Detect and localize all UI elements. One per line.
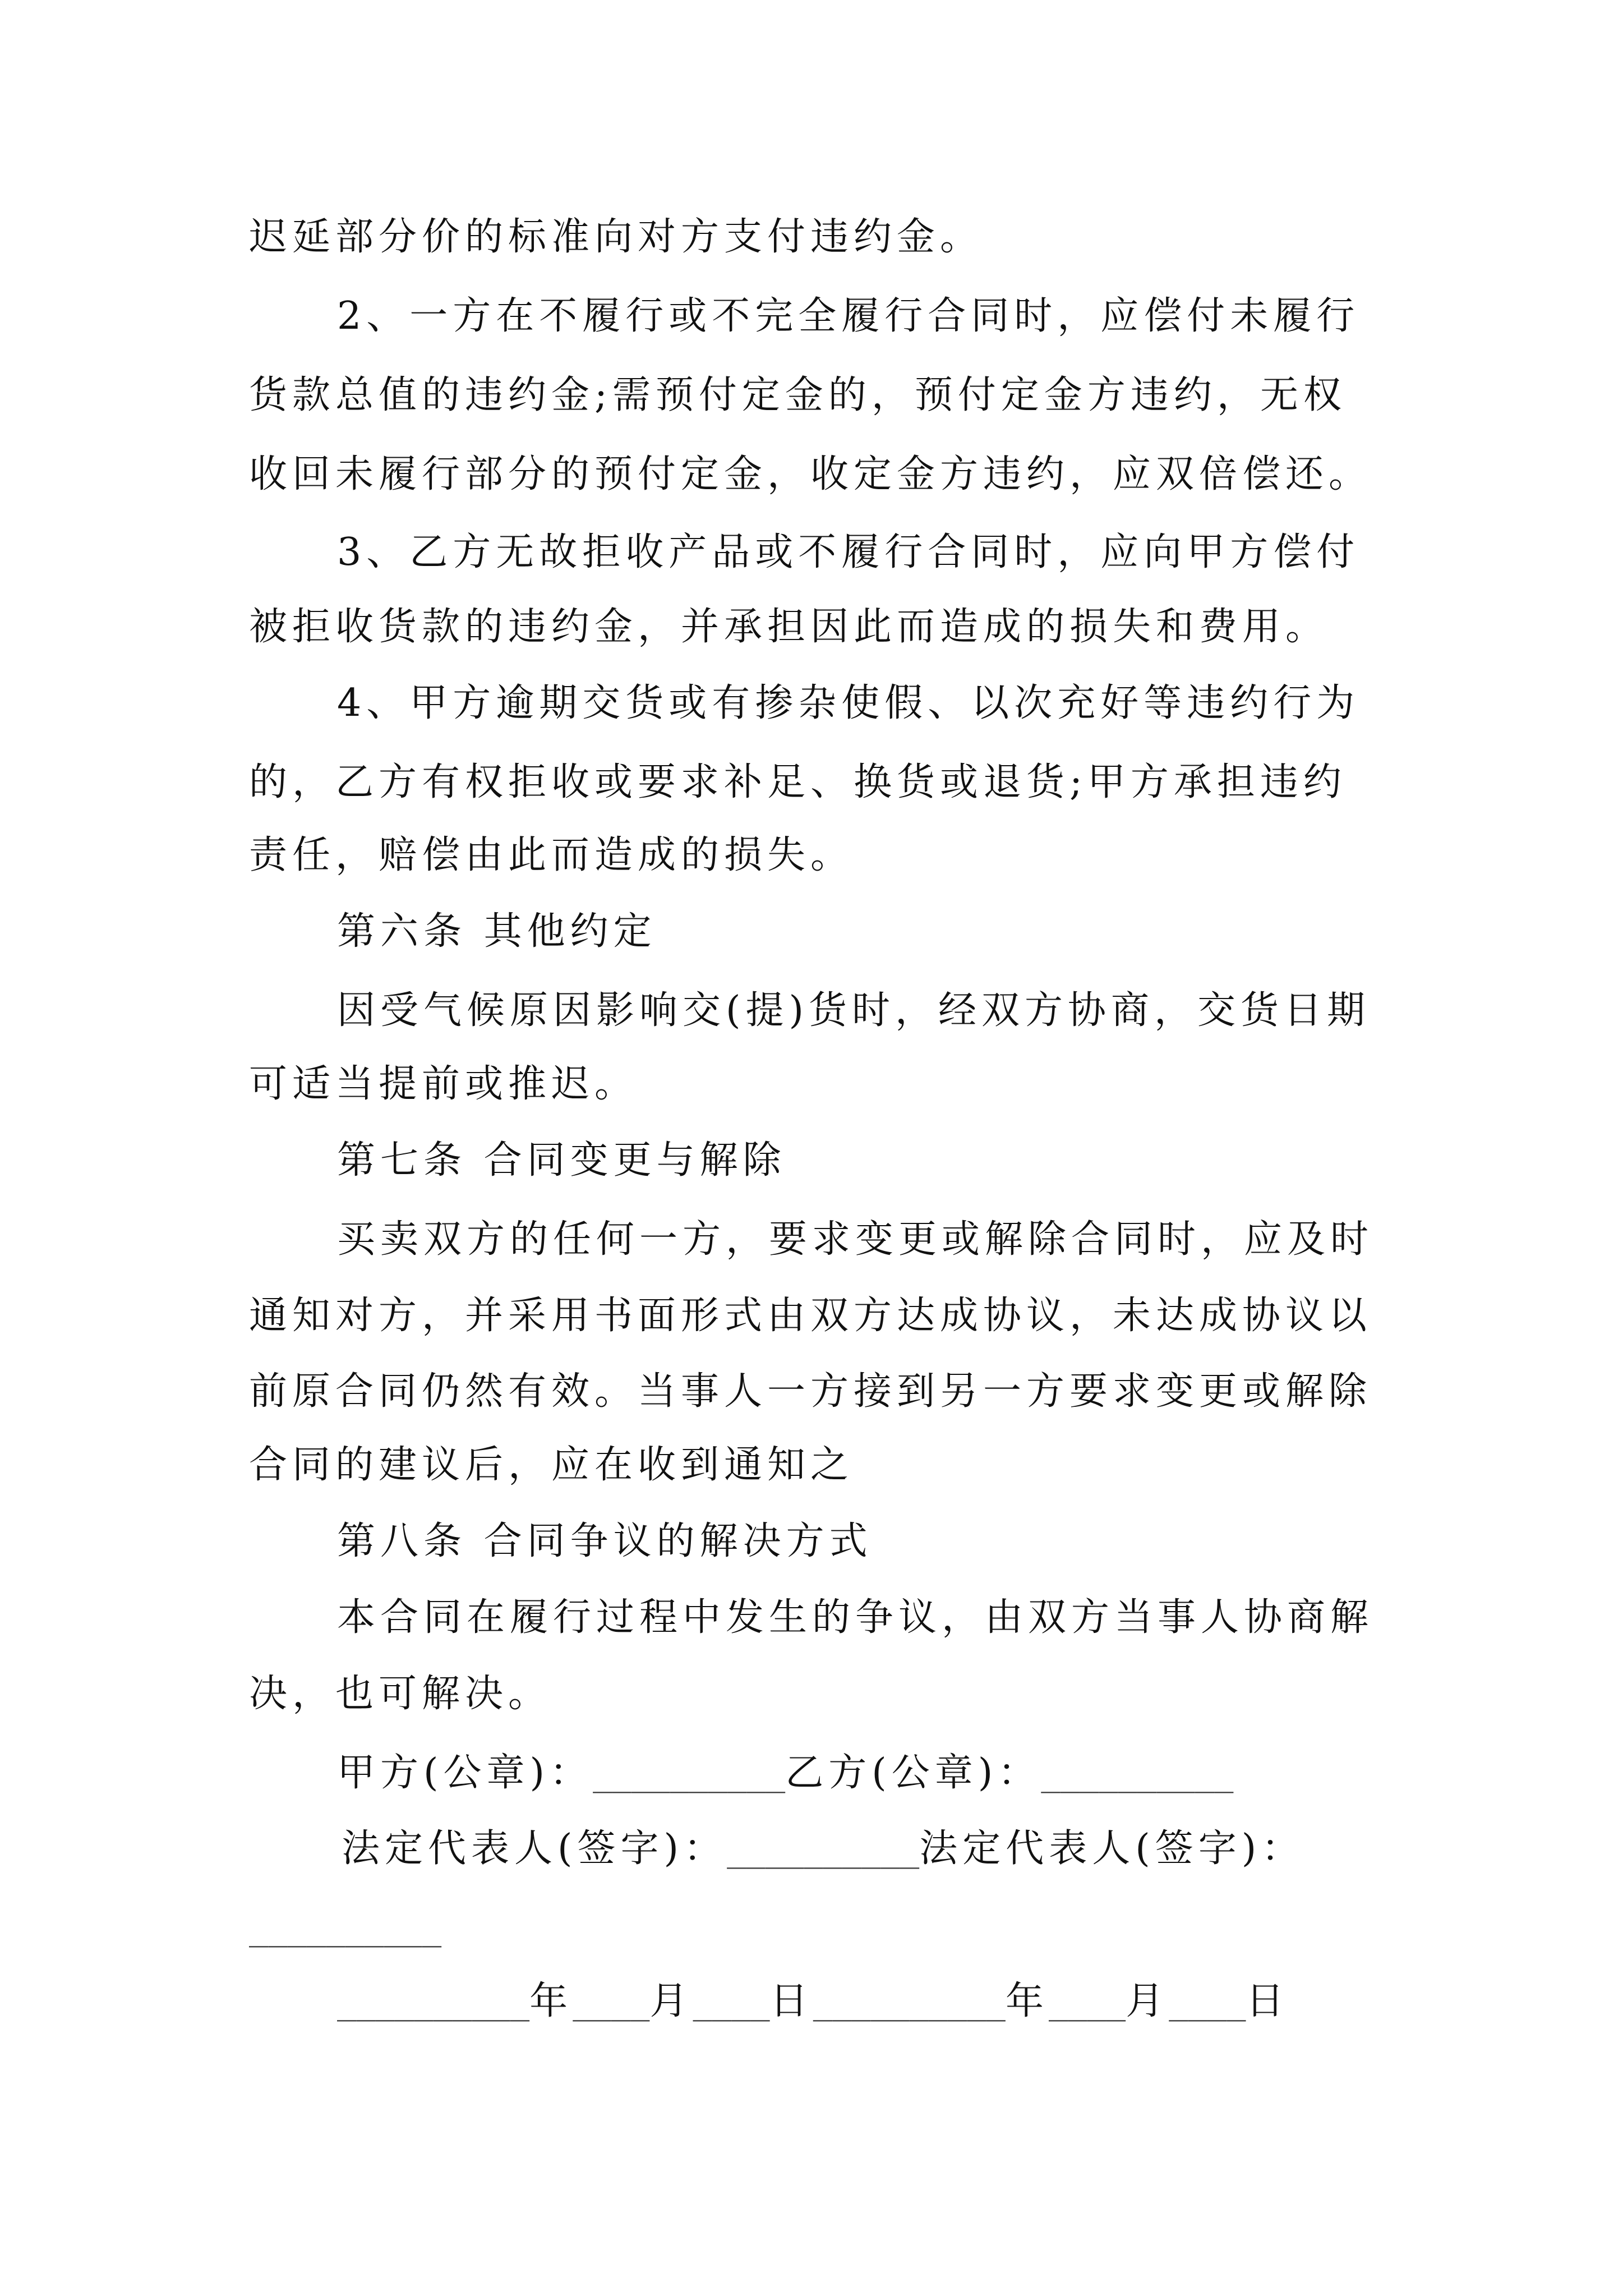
party-a-year-blank: __________	[337, 1985, 530, 2022]
party-a-seal-blank: __________	[593, 1756, 786, 1793]
party-b-seal-label: 乙方(公章)：	[785, 1751, 1041, 1795]
paragraph-line: 通知对方，并采用书面形式由双方达成协议，未达成协议以	[249, 1294, 1372, 1338]
year-label: 年	[529, 1979, 573, 2023]
paragraph-line: 前原合同仍然有效。当事人一方接到另一方要求变更或解除	[249, 1369, 1372, 1414]
clause-line: 3、乙方无故拒收产品或不履行合同时，应向甲方偿付	[337, 530, 1360, 574]
party-a-rep-blank: __________	[727, 1832, 920, 1869]
party-a-month-blank: ____	[573, 1985, 650, 2022]
article-heading: 第八条 合同争议的解决方式	[337, 1519, 873, 1563]
clause-line: 的，乙方有权拒收或要求补足、换货或退货;甲方承担违约	[249, 760, 1347, 804]
party-b-month-blank: ____	[1048, 1985, 1126, 2022]
representative-signature-line	[342, 1824, 1304, 1876]
day-label: 日	[769, 1979, 813, 2023]
party-a-day-blank: ____	[693, 1985, 770, 2022]
party-b-day-blank: ____	[1169, 1985, 1246, 2022]
party-b-year-blank: __________	[813, 1985, 1006, 2022]
month-label: 月	[649, 1979, 693, 2023]
paragraph-line: 可适当提前或推迟。	[249, 1062, 638, 1106]
seal-signature-line	[337, 1748, 1233, 1800]
clause-line: 责任，赔偿由此而造成的损失。	[249, 833, 854, 877]
clause-line: 迟延部分价的标准向对方支付违约金。	[249, 215, 984, 259]
date-line	[337, 1976, 1289, 2028]
clause-line: 货款总值的违约金;需预付定金的，预付定金方违约，无权	[249, 373, 1347, 417]
party-b-rep-blank: __________	[249, 1911, 442, 1948]
paragraph-line: 本合同在履行过程中发生的争议，由双方当事人协商解	[337, 1595, 1374, 1640]
article-heading: 第六条 其他约定	[337, 909, 657, 954]
paragraph-line: 合同的建议后，应在收到通知之	[249, 1443, 854, 1487]
party-a-rep-label: 法定代表人(签字)：	[342, 1826, 727, 1871]
representative-signature-line	[249, 1902, 441, 1954]
paragraph-line: 买卖双方的任何一方，要求变更或解除合同时，应及时	[337, 1217, 1374, 1262]
clause-line: 收回未履行部分的预付定金，收定金方违约，应双倍偿还。	[249, 452, 1372, 496]
party-a-seal-label: 甲方(公章)：	[337, 1751, 593, 1795]
clause-line: 2、一方在不履行或不完全履行合同时，应偿付未履行	[337, 294, 1360, 338]
clause-line: 4、甲方逾期交货或有掺杂使假、以次充好等违约行为	[337, 681, 1360, 725]
paragraph-line: 决，也可解决。	[249, 1672, 552, 1716]
month-label: 月	[1126, 1979, 1169, 2023]
party-b-rep-label: 法定代表人(签字)：	[919, 1826, 1305, 1871]
day-label: 日	[1246, 1979, 1289, 2023]
year-label: 年	[1005, 1979, 1049, 2023]
party-b-seal-blank: __________	[1041, 1756, 1234, 1793]
paragraph-line: 因受气候原因影响交(提)货时，经双方协商，交货日期	[337, 988, 1371, 1033]
article-heading: 第七条 合同变更与解除	[337, 1138, 786, 1182]
clause-line: 被拒收货款的违约金，并承担因此而造成的损失和费用。	[249, 605, 1329, 649]
